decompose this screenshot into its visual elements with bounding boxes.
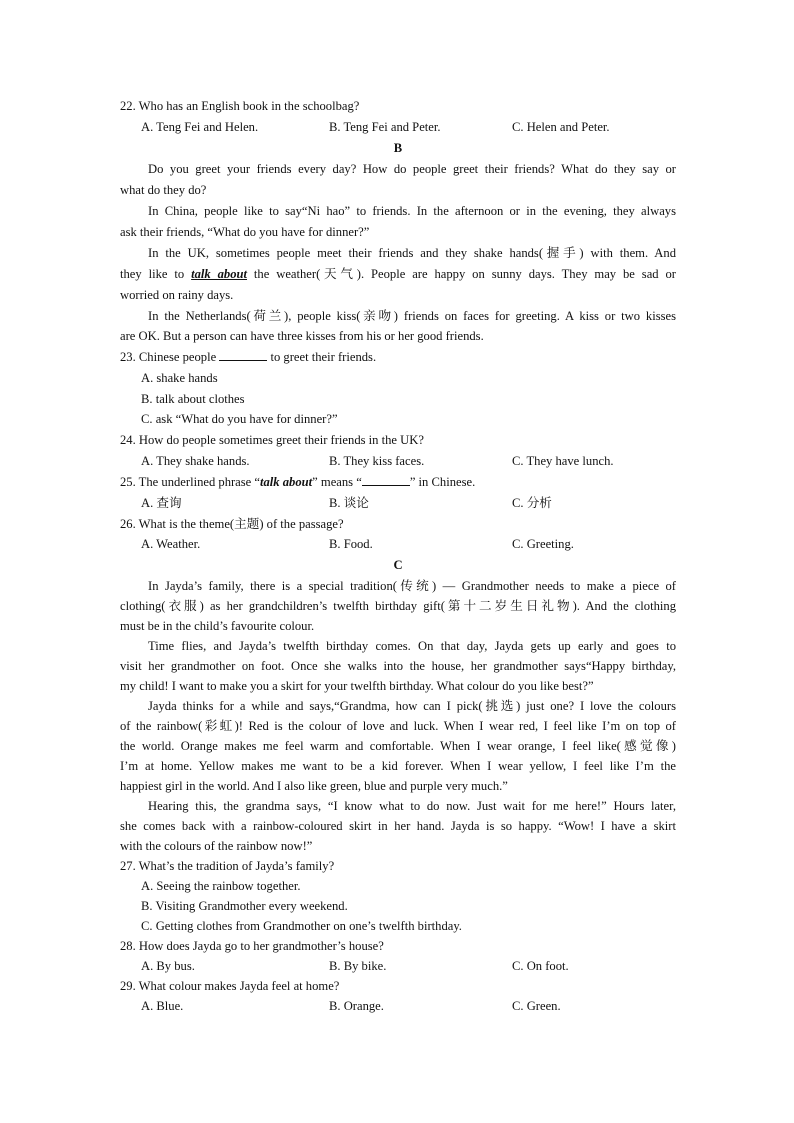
- passage-b-p3-line1: In the UK, sometimes people meet their friends and they shake hands(握手) with them. And: [148, 246, 676, 260]
- q24-option-c: C. They have lunch.: [512, 454, 614, 468]
- question-29: 29. What colour makes Jayda feel at home?: [120, 979, 340, 993]
- passage-c-p4-line3: with the colours of the rainbow now!”: [120, 839, 313, 853]
- question-23: [120, 349, 676, 365]
- passage-c-p4-line1: Hearing this, the grandma says, “I know what to do now. Just wait for me here!” Hours later,: [148, 799, 676, 813]
- question-28: 28. How does Jayda go to her grandmother’s house?: [120, 939, 384, 953]
- passage-c-p3-line1: Jayda thinks for a while and says,“Grandma, how can I pick(挑选) just one? I love the colours: [148, 699, 676, 713]
- q25-text-b: ” means “: [312, 475, 362, 489]
- answer-blank: [362, 474, 410, 486]
- passage-c-p3-line4: I’m at home. Yellow makes me want to be a kid forever. When I wear yellow, I feel like I’m the: [120, 759, 676, 773]
- passage-c-p3-line3: the world. Orange makes me feel warm and comfortable. When I wear orange, I feel like(感觉像): [120, 739, 676, 753]
- q23-text-b: to greet their friends.: [267, 350, 377, 364]
- q23-option-a: A. shake hands: [141, 371, 218, 385]
- q25-text-a: 25. The underlined phrase “: [120, 475, 261, 489]
- passage-c-p2-line1: Time flies, and Jayda’s twelfth birthday comes. On that day, Jayda gets up early and goes to: [148, 639, 676, 653]
- q28-option-c: C. On foot.: [512, 959, 569, 973]
- q22-option-a: A. Teng Fei and Helen.: [141, 120, 259, 134]
- passage-c-p4-line2: she comes back with a rainbow-coloured skirt in her hand. Jayda is so happy. “Wow! I have a skirt: [120, 819, 676, 833]
- q23-option-b: B. talk about clothes: [141, 392, 245, 406]
- passage-b-p2-line1: In China, people like to say“Ni hao” to friends. In the afternoon or in the evening, they always: [148, 204, 676, 218]
- passage-b-p1-line1: Do you greet your friends every day? How do people greet their friends? What do they say or: [148, 162, 676, 176]
- question-24: 24. How do people sometimes greet their friends in the UK?: [120, 433, 424, 447]
- q29-option-a: A. Blue.: [141, 999, 184, 1013]
- q26-option-b: B. Food.: [329, 537, 373, 551]
- passage-c-p1-line2: clothing(衣服) as her grandchildren’s twelfth birthday gift(第十二岁生日礼物). And the clothing: [120, 599, 676, 613]
- passage-b-p4-line1: In the Netherlands(荷兰), people kiss(亲吻) friends on faces for greeting. A kiss or two kisses: [148, 309, 676, 323]
- q25-option-a: A. 查询: [141, 496, 182, 510]
- q25-text-c: ” in Chinese.: [409, 475, 476, 489]
- q25-option-b: B. 谈论: [329, 496, 369, 510]
- passage-c-p1-line1: In Jayda’s family, there is a special tradition(传统) — Grandmother needs to make a piece of: [148, 579, 676, 593]
- passage-c-p2-line2: visit her grandmother on foot. Once she walks into the house, her grandmother says“Happy birthday,: [120, 659, 676, 673]
- passage-b-p1-line2: what do they do?: [120, 183, 207, 197]
- q25-phrase: talk about: [260, 475, 313, 489]
- q23-text-a: 23. Chinese people: [120, 350, 220, 364]
- section-c-heading: C: [393, 558, 403, 572]
- q27-option-b: B. Visiting Grandmother every weekend.: [141, 899, 348, 913]
- question-27: 27. What’s the tradition of Jayda’s family?: [120, 859, 335, 873]
- underlined-phrase: talk about: [191, 267, 248, 281]
- passage-c-p3-line2: of the rainbow(彩虹)! Red is the colour of love and luck. When I wear red, I feel like I’m on top of: [120, 719, 676, 733]
- q23-option-c: C. ask “What do you have for dinner?”: [141, 412, 338, 426]
- answer-blank: [219, 349, 267, 361]
- q27-option-c: C. Getting clothes from Grandmother on one’s twelfth birthday.: [141, 919, 462, 933]
- p3-text-b: the weather(天气). People are happy on sunny days. They may be sad or: [247, 267, 676, 281]
- passage-c-p1-line3: must be in the child’s favourite colour.: [120, 619, 315, 633]
- q26-option-c: C. Greeting.: [512, 537, 574, 551]
- q22-option-b: B. Teng Fei and Peter.: [329, 120, 441, 134]
- q28-option-b: B. By bike.: [329, 959, 387, 973]
- q24-option-a: A. They shake hands.: [141, 454, 250, 468]
- question-26: 26. What is the theme(主题) of the passage?: [120, 517, 344, 531]
- q25-option-c: C. 分析: [512, 496, 552, 510]
- q29-option-c: C. Green.: [512, 999, 561, 1013]
- question-25: [120, 474, 676, 490]
- q28-option-a: A. By bus.: [141, 959, 195, 973]
- passage-c-p3-line5: happiest girl in the world. And I also like green, blue and purple very much.”: [120, 779, 508, 793]
- passage-b-p4-line2: are OK. But a person can have three kisses from his or her good friends.: [120, 329, 484, 343]
- passage-b-p3-line3: worried on rainy days.: [120, 288, 234, 302]
- q29-option-b: B. Orange.: [329, 999, 384, 1013]
- q24-option-b: B. They kiss faces.: [329, 454, 425, 468]
- p3-text-a: they like to: [120, 267, 192, 281]
- q27-option-a: A. Seeing the rainbow together.: [141, 879, 301, 893]
- q22-option-c: C. Helen and Peter.: [512, 120, 610, 134]
- passage-b-p3-line2: [120, 266, 676, 282]
- q26-option-a: A. Weather.: [141, 537, 201, 551]
- passage-b-p2-line2: ask their friends, “What do you have for dinner?”: [120, 225, 370, 239]
- section-b-heading: B: [393, 141, 403, 155]
- question-22: 22. Who has an English book in the schoolbag?: [120, 99, 360, 113]
- passage-c-p2-line3: my child! I want to make you a skirt for your twelfth birthday. What colour do you like best?”: [120, 679, 594, 693]
